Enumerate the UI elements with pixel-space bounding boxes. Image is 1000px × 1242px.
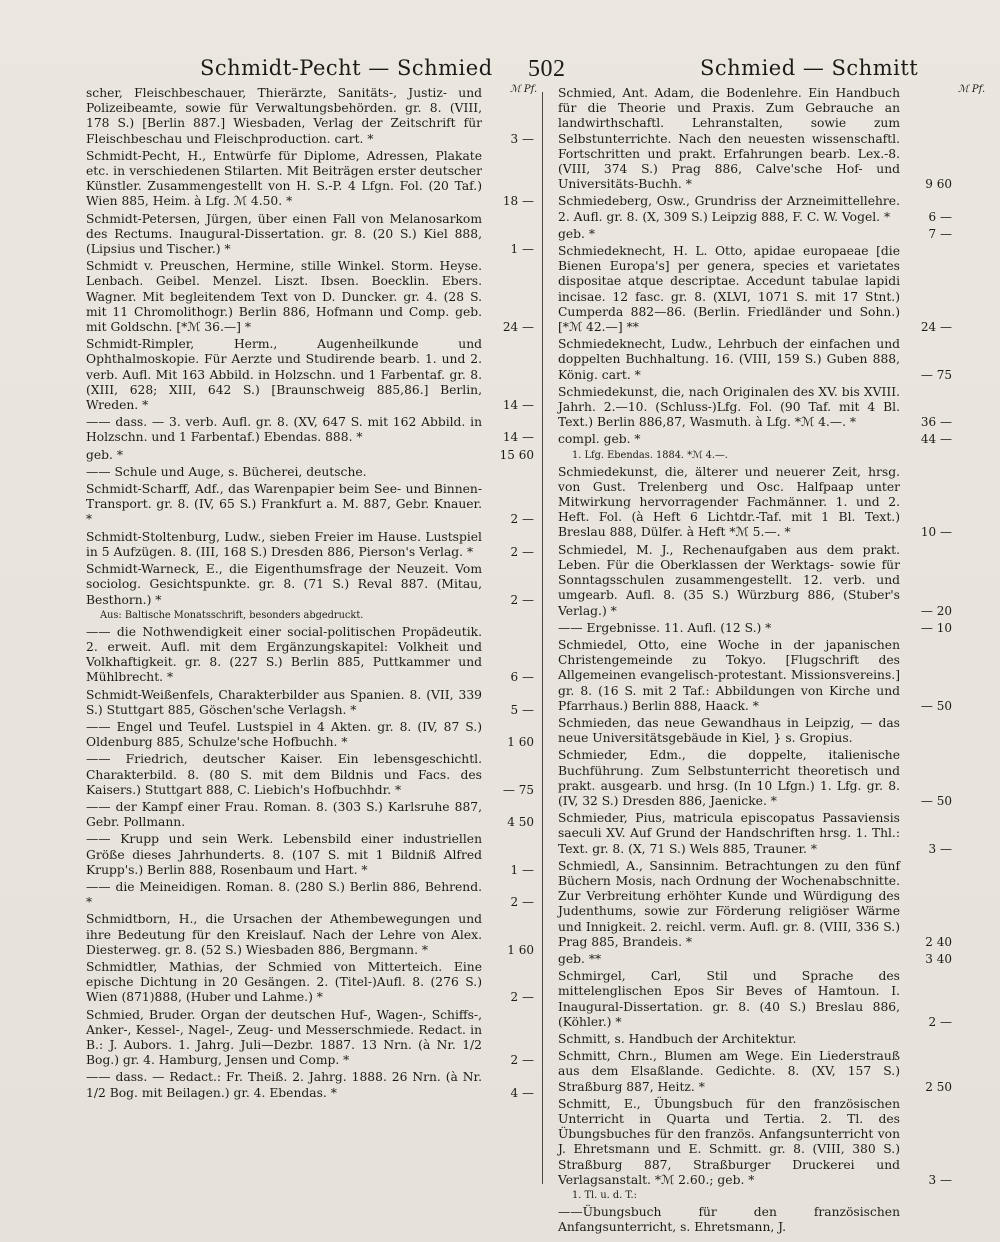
entry-price: 18 —	[502, 194, 534, 209]
entry-text: —— Ergebnisse. 11. Aufl. (12 S.) *	[558, 620, 772, 635]
entry-text: Schmiedekunst, die, nach Originalen des XV. bis XVIII. Jahrh. 2.—10. (Schluss-)Lfg. Fol. (90 Taf. mit 4 Bl. Text.) Berlin 886,87, Wasmuth. à Lfg. *ℳ 4.—. *	[558, 384, 900, 430]
entry-text: ——Übungsbuch für den französischen Anfangsunterricht, s. Ehretsmann, J.	[558, 1205, 900, 1235]
bibliography-entry	[86, 1070, 534, 1100]
bibliography-entry	[558, 638, 952, 714]
bibliography-entry	[558, 337, 952, 383]
entry-price: 15 60	[499, 447, 534, 462]
entry-price: 24 —	[920, 320, 952, 335]
entry-price: 24 —	[502, 320, 534, 335]
bibliography-entry	[558, 811, 952, 857]
header-right-title: Schmied — Schmitt	[700, 56, 919, 80]
bibliography-entry	[86, 149, 534, 210]
entry-text: geb. *	[86, 447, 123, 462]
entry-text: Schmidt-Petersen, Jürgen, über einen Fall von Melanosarkom des Rectums. Inaugural-Dissertation. gr. 8. (20 S.) Kiel 888, (Lipsius und Tischer.) *	[86, 211, 482, 257]
column-divider	[542, 92, 543, 1184]
entry-text: compl. geb. *	[558, 432, 641, 447]
entry-price: 1 60	[507, 735, 534, 750]
bibliography-entry	[86, 212, 534, 258]
entry-price: — 50	[920, 698, 952, 713]
bibliography-entry	[558, 543, 952, 619]
bibliography-entry	[558, 621, 952, 636]
entry-price: — 20	[920, 603, 952, 618]
entry-text: Schmiedl, A., Sansinnim. Betrachtungen zu den fünf Büchern Mosis, nach Ordnung der Wochenabschnitte. Zur Verbreitung erhöhter Kunde und Würdigung des Judenthums, sowie zur Förderung religiöser Wärme und Innigkeit. 2. reichl. verm. Aufl. gr. 8. (VIII, 336 S.) Prag 885, Brandeis. *	[558, 858, 900, 949]
entry-price: 3 —	[928, 1172, 952, 1187]
entry-text: Schmitt, s. Handbuch der Architektur.	[558, 1031, 797, 1046]
entry-text: Schmidt-Weißenfels, Charakterbilder aus Spanien. 8. (VII, 339 S.) Stuttgart 885, Göschen'sche Verlagsh. *	[86, 687, 482, 717]
bibliography-entry	[558, 227, 952, 242]
entry-note: 1. Tl. u. d. T.:	[572, 1190, 637, 1202]
entry-price: 1 60	[507, 942, 534, 957]
bibliography-entry	[558, 1097, 952, 1188]
entry-price: 3 40	[925, 951, 952, 966]
entry-text: Schmitt, Chrn., Blumen am Wege. Ein Liederstrauß aus dem Elsaßlande. Gedichte. 8. (XV, 157 S.) Straßburg 887, Heitz. *	[558, 1049, 900, 1094]
bibliography-entry	[558, 952, 952, 967]
entry-price: 2 —	[510, 1053, 534, 1068]
bibliography-entry	[558, 716, 952, 746]
header-left-title: Schmidt-Pecht — Schmied	[200, 56, 493, 80]
entry-price: 6 —	[510, 670, 534, 685]
bibliography-entry	[86, 912, 534, 958]
entry-price: 1 —	[510, 862, 534, 877]
bibliography-entry	[86, 448, 534, 463]
entry-price: 2 —	[510, 895, 534, 910]
bibliography-entry	[558, 969, 952, 1030]
entry-text: Schmidt-Pecht, H., Entwürfe für Diplome, Adressen, Plakate etc. in verschiedenen Stilarten. Mit Beiträgen erster deutscher Künstler. Zusammengestellt von H. S.-P. 4 Lfgn. Fol. (20 Taf.) Wien 885, Heim. à Lfg. ℳ 4.50. *	[86, 148, 482, 209]
bibliography-entry	[558, 385, 952, 431]
entry-price: 44 —	[920, 432, 952, 447]
bibliography-entry	[558, 1049, 952, 1095]
entry-text: —— der Kampf einer Frau. Roman. 8. (303 S.) Karlsruhe 887, Gebr. Pollmann.	[86, 799, 482, 830]
entry-price: — 50	[920, 793, 952, 808]
entry-text: —— dass. — Redact.: Fr. Theiß. 2. Jahrg. 1888. 26 Nrn. (à Nr. 1/2 Bog. mit Beilagen.) gr. 4. Ebendas. *	[86, 1070, 482, 1100]
entry-text: —— dass. — 3. verb. Aufl. gr. 8. (XV, 647 S. mit 162 Abbild. in Holzschn. und 1 Farbentaf.) Ebendas. 888. *	[86, 415, 482, 445]
entry-text: Schmieder, Edm., die doppelte, italienische Buchführung. Zum Selbstunterricht theoretisch und prakt. ausgearb. und hrsg. (In 10 Lfgn.) 1. Lfg. gr. 8. (IV, 32 S.) Dresden 886, Jaenicke. *	[558, 748, 900, 808]
entry-price: 3 —	[510, 131, 534, 146]
entry-text: Schmieden, das neue Gewandhaus in Leipzig, — das neue Universitätsgebäude in Kiel, } s. Gropius.	[558, 715, 900, 746]
price-unit-label-right: ℳ Pf.	[958, 84, 986, 95]
entry-price: 14 —	[502, 398, 534, 413]
bibliography-entry	[86, 800, 534, 830]
bibliography-entry	[558, 244, 952, 335]
entry-text: —— Engel und Teufel. Lustspiel in 4 Akten. gr. 8. (IV, 87 S.) Oldenburg 885, Schulze'sche Hofbuchh. *	[86, 719, 482, 750]
entry-text: Schmied, Bruder. Organ der deutschen Huf-, Wagen-, Schiffs-, Anker-, Kessel-, Nagel-, Zeug- und Messerschmiede. Redact. in B.: J. Aubors. 1. Jahrg. Juli—Dezbr. 1887. 13 Nrn. (à Nr. 1/2 Bog.) gr. 4. Hamburg, Jensen und Comp. *	[86, 1007, 482, 1068]
entry-price: 1 —	[510, 242, 534, 257]
entry-note: 1. Lfg. Ebendas. 1884. *ℳ 4.—.	[572, 449, 728, 461]
entry-price: 36 —	[920, 415, 952, 430]
entry-price: 2 40	[925, 934, 952, 949]
entry-text: Schmidt-Rimpler, Herm., Augenheilkunde und Ophthalmoskopie. Für Aerzte und Studirende bearb. 1. und 2. verb. Aufl. Mit 163 Abbild. in Holzschn. und 1 Farbentaf. gr. 8. (XIII, 628; XIII, 642 S.) [Braunschweig 885,86.] Berlin, Wreden. *	[86, 337, 482, 413]
bibliography-entry	[558, 748, 952, 809]
bibliography-entry	[558, 432, 952, 447]
entry-text: —— Krupp und sein Werk. Lebensbild einer industriellen Größe dieses Jahrhunderts. 8. (107 S. mit 1 Bildniß Alfred Krupp's.) Berlin 888, Rosenbaum und Hart. *	[86, 832, 482, 877]
entry-text: Schmiedeberg, Osw., Grundriss der Arzneimittellehre. 2. Aufl. gr. 8. (X, 309 S.) Leipzig 888, F. C. W. Vogel. *	[558, 194, 900, 224]
entry-price: 5 —	[510, 702, 534, 717]
entry-text: —— Friedrich, deutscher Kaiser. Ein lebensgeschichtl. Charakterbild. 8. (80 S. mit dem Bildnis und Facs. des Kaisers.) Stuttgart 888, C. Liebich's Hofbuchhdr. *	[86, 752, 482, 797]
entry-price: 9 60	[925, 177, 952, 192]
bibliography-entry	[86, 465, 534, 480]
right-column	[558, 86, 952, 1235]
entry-price: 2 —	[928, 1014, 952, 1029]
bibliography-entry	[86, 752, 534, 798]
bibliography-entry	[558, 194, 952, 224]
bibliography-entry	[86, 880, 534, 910]
entry-price: 4 50	[507, 815, 534, 830]
entry-price: 7 —	[928, 226, 952, 241]
entry-text: Schmidt-Warneck, E., die Eigenthumsfrage der Neuzeit. Vom sociolog. Gesichtspunkte. gr. 8. (71 S.) Reval 887. (Mitau, Besthorn.) *	[86, 562, 482, 607]
bibliography-entry	[558, 859, 952, 950]
entry-text: Schmiedel, Otto, eine Woche in der japanischen Christengemeinde zu Tokyo. [Flugschrift des Allgemeinen evangelisch-protestant. Missionsvereins.] gr. 8. (16 S. mit 2 Taf.: Abbildungen von Kirche und Pfarrhaus.) Berlin 888, Haack. *	[558, 637, 900, 713]
bibliography-entry	[86, 86, 534, 147]
entry-price: 2 —	[510, 512, 534, 527]
price-unit-label-left: ℳ Pf.	[510, 84, 538, 95]
entry-price: 2 —	[510, 990, 534, 1005]
entry-text: Schmidtler, Mathias, der Schmied von Mitterteich. Eine epische Dichtung in 20 Gesängen. 2. (Titel-)Aufl. 8. (276 S.) Wien (871)888, (Huber und Lahme.) *	[86, 959, 482, 1005]
bibliography-entry	[558, 1205, 952, 1235]
bibliography-entry	[86, 688, 534, 718]
page-number: 502	[528, 56, 566, 82]
entry-text: geb. *	[558, 226, 595, 241]
entry-price: 14 —	[502, 430, 534, 445]
left-column	[86, 86, 534, 1198]
entry-text: scher, Fleischbeschauer, Thierärzte, Sanitäts-, Justiz- und Polizeibeamte, sowie für Verwaltungsbehörden. gr. 8. (VIII, 178 S.) [Berlin 887.] Wiesbaden, Verlag der Zeitschrift für Fleischbeschau und Fleischproduction. cart. *	[86, 86, 482, 146]
bibliography-entry	[558, 465, 952, 541]
entry-price: — 75	[920, 367, 952, 382]
bibliography-entry	[86, 1008, 534, 1069]
entry-text: Schmieder, Pius, matricula episcopatus Passaviensis saeculi XV. Auf Grund der Handschriften hrsg. 1. Thl.: Text. gr. 8. (X, 71 S.) Wels 885, Trauner. *	[558, 811, 900, 856]
entry-text: Schmiedeknecht, H. L. Otto, apidae europaeae [die Bienen Europa's] per genera, species et varietates dispositae atque descriptae. Accedunt tabulae lapidi incisae. 12 fasc. gr. 8. (XLVI, 1071 S. mit 17 Stnt.) Cumperda 882—86. (Berlin. Friedländer und Sohn.) [*ℳ 42.—] **	[558, 244, 900, 335]
entry-text: Schmidt-Stoltenburg, Ludw., sieben Freier im Hause. Lustspiel in 5 Aufzügen. 8. (III, 168 S.) Dresden 886, Pierson's Verlag. *	[86, 529, 482, 559]
entry-text: Schmiedeknecht, Ludw., Lehrbuch der einfachen und doppelten Buchhaltung. 16. (VIII, 159 S.) Guben 888, König. cart. *	[558, 337, 900, 382]
entry-text: Schmitt, E., Übungsbuch für den französischen Unterricht in Quarta und Tertia. 2. Tl. des Übungsbuches für den französ. Anfangsunterricht von J. Ehretsmann und E. Schmitt. gr. 8. (VIII, 380 S.) Straßburg 887, Straßburger Druckerei und Verlagsanstalt. *ℳ 2.60.; geb. *	[558, 1096, 900, 1187]
bibliography-entry	[86, 530, 534, 560]
bibliography-entry	[86, 337, 534, 413]
entry-text: Schmidt-Scharff, Adf., das Warenpapier beim See- und Binnen-Transport. gr. 8. (IV, 65 S.) Frankfurt a. M. 887, Gebr. Knauer. *	[86, 482, 482, 527]
entry-text: —— die Nothwendigkeit einer social-politischen Propädeutik. 2. erweit. Aufl. mit dem Ergänzungskapitel: Volkheit und Volkhaftigkeit. gr. 8. (227 S.) Berlin 885, Puttkammer und Mühlbrecht. *	[86, 624, 482, 685]
entry-text: Schmirgel, Carl, Stil und Sprache des mittelenglischen Epos Sir Beves of Hamtoun. I. Inaugural-Dissertation. gr. 8. (40 S.) Breslau 886, (Köhler.) *	[558, 969, 900, 1029]
entry-text: Schmidtborn, H., die Ursachen der Athembewegungen und ihre Bedeutung für den Kreislauf. Nach der Lehre von Alex. Diesterweg. gr. 8. (52 S.) Wiesbaden 886, Bergmann. *	[86, 912, 482, 957]
entry-price: 2 50	[925, 1079, 952, 1094]
entry-text: —— die Meineidigen. Roman. 8. (280 S.) Berlin 886, Behrend. *	[86, 879, 482, 910]
entry-price: 4 —	[510, 1085, 534, 1100]
bibliography-entry	[86, 832, 534, 878]
bibliography-entry	[558, 1032, 952, 1047]
bibliography-entry	[86, 415, 534, 445]
entry-price: — 10	[920, 620, 952, 635]
bibliography-entry	[86, 259, 534, 335]
entry-text: Schmidt v. Preuschen, Hermine, stille Winkel. Storm. Heyse. Lenbach. Geibel. Menzel. Liszt. Ibsen. Boecklin. Ebers. Wagner. Mit begleitendem Text von D. Duncker. gr. 4. (28 S. mit 11 Chromolithogr.) Berlin 886, Hofmann und Comp. geb. mit Goldschn. [*ℳ 36.—] *	[86, 259, 482, 335]
entry-price: — 75	[502, 782, 534, 797]
entry-price: 10 —	[920, 525, 952, 540]
bibliography-entry	[86, 960, 534, 1006]
bibliography-entry	[86, 562, 534, 608]
entry-text: Schmiedekunst, die, älterer und neuerer Zeit, hrsg. von Gust. Trelenberg und Osc. Halfpaap unter Mitwirkung hervorragender Fachmänner. 1. und 2. Heft. Fol. (à Heft 6 Lichtdr.-Taf. mit 1 Bl. Text.) Breslau 888, Dülfer. à Heft *ℳ 5.—. *	[558, 464, 900, 540]
entry-price: 6 —	[928, 209, 952, 224]
entry-note: Aus: Baltische Monatsschrift, besonders abgedruckt.	[100, 609, 364, 621]
entry-text: Schmied, Ant. Adam, die Bodenlehre. Ein Handbuch für die Theorie und Praxis. Zum Gebrauche an landwirthschaftl. Lehranstalten, sowie zum Selbstunterrichte. Nach den neuesten wissenschaftl. Fortschritten und prakt. Erfahrungen bearb. Lex.-8. (VIII, 374 S.) Prag 886, Calve'sche Hof- und Universitäts-Buchh. *	[558, 86, 900, 192]
bibliography-entry	[86, 720, 534, 750]
entry-text: geb. **	[558, 951, 602, 966]
entry-price: 3 —	[928, 841, 952, 856]
entry-text: —— Schule und Auge, s. Bücherei, deutsche.	[86, 464, 367, 479]
entry-price: 2 —	[510, 544, 534, 559]
running-header	[0, 56, 1000, 90]
bibliography-entry	[558, 86, 952, 192]
bibliography-entry	[86, 625, 534, 686]
entry-text: Schmiedel, M. J., Rechenaufgaben aus dem prakt. Leben. Für die Oberklassen der Werktags- sowie für Sonntagsschulen zusammengestellt. 12. verb. und umgearb. Aufl. 8. (35 S.) Würzburg 886, (Stuber's Verlag.) *	[558, 542, 900, 618]
bibliography-entry	[86, 482, 534, 528]
entry-price: 2 —	[510, 592, 534, 607]
